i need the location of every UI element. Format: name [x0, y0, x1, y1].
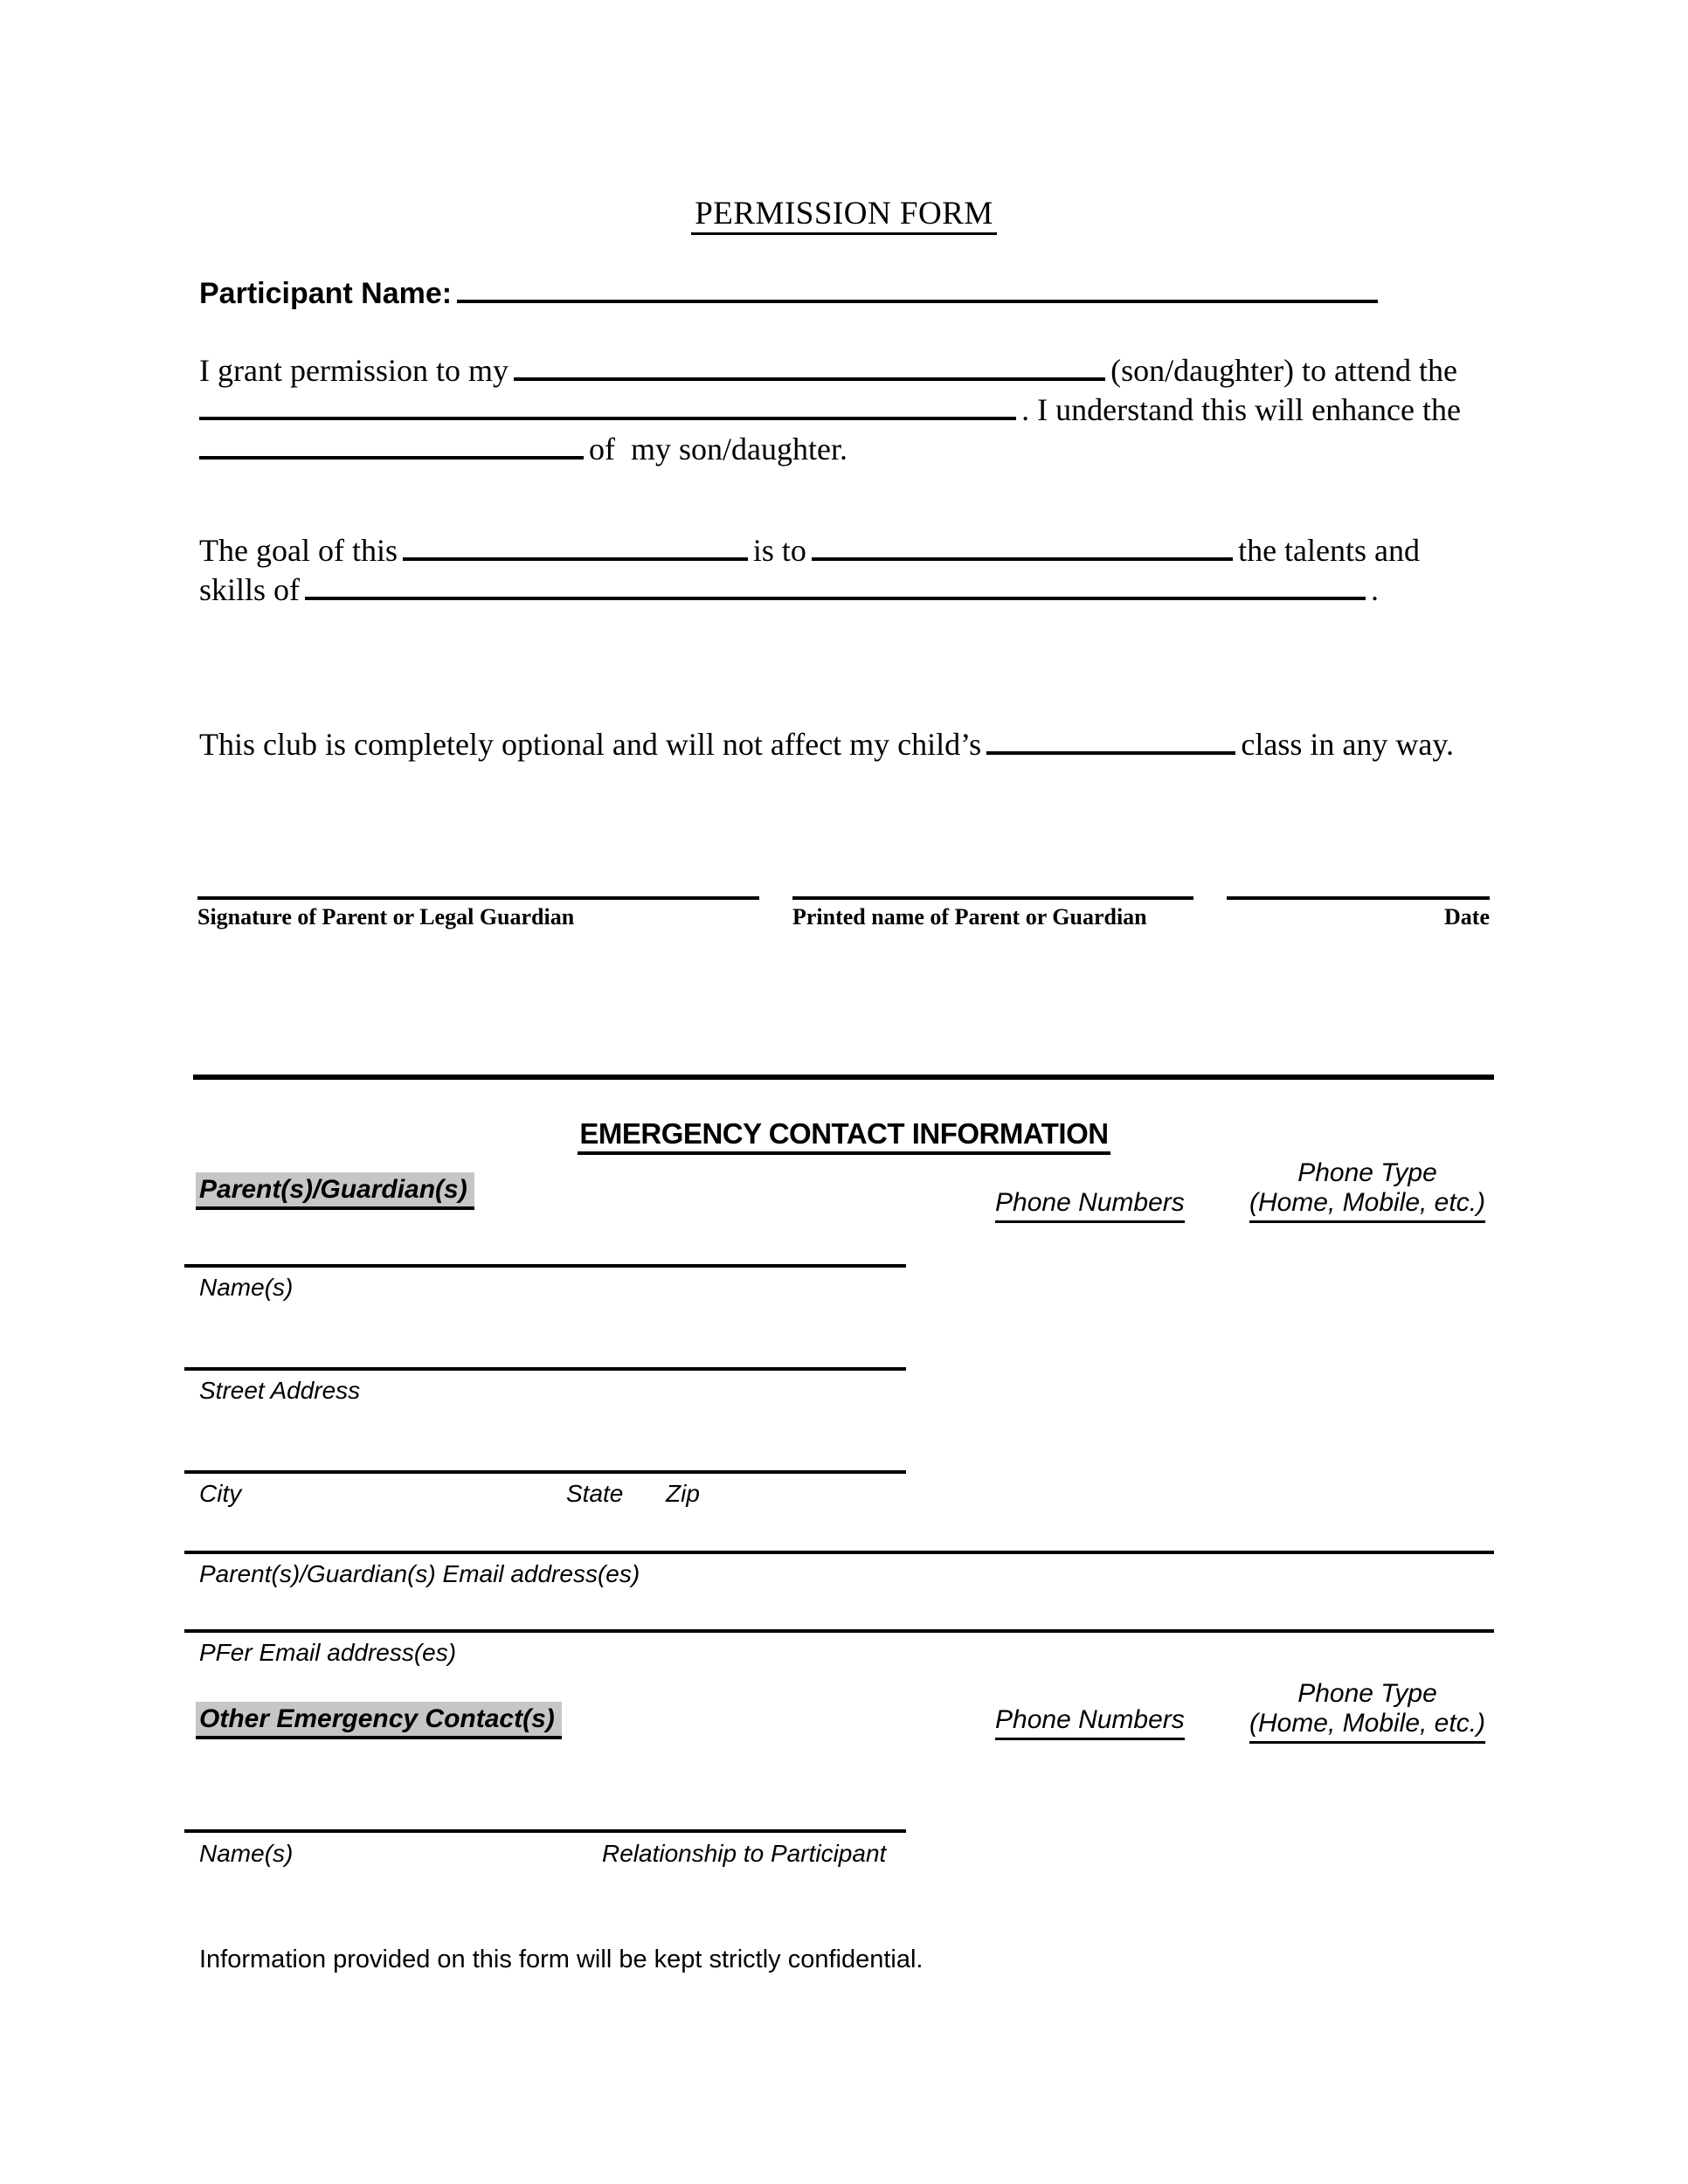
signature-section — [197, 896, 1490, 930]
city-state-zip-field-line — [184, 1470, 906, 1474]
goal-verb-blank — [812, 557, 1233, 561]
optional-club-text-a: This club is completely optional and will not affect my child’s — [199, 727, 982, 762]
date-label: Date — [1444, 904, 1490, 930]
grant-permission-line-3 — [199, 430, 847, 469]
optional-club-text-b: class in any way. — [1241, 727, 1454, 762]
street-label: Street Address — [199, 1377, 361, 1404]
grant-permission-text-b: (son/daughter) to attend the — [1110, 353, 1457, 388]
pfer-email-label: PFer Email address(es) — [199, 1639, 457, 1666]
city-label: City — [199, 1480, 242, 1507]
street-field-line — [184, 1367, 906, 1371]
signature-label: Signature of Parent or Legal Guardian — [197, 904, 575, 930]
goal-text-e: . — [1371, 572, 1379, 607]
phone-numbers-header-text: Phone Numbers — [995, 1188, 1185, 1223]
parents-guardians-header: Parent(s)/Guardian(s) — [196, 1172, 474, 1210]
other-phone-type-header-line2: (Home, Mobile, etc.) — [1249, 1709, 1485, 1744]
goal-text-c: the talents and — [1238, 533, 1420, 568]
phone-type-header-line2: (Home, Mobile, etc.) — [1249, 1188, 1485, 1223]
printed-name-line — [792, 896, 1193, 930]
names-label: Name(s) — [199, 1274, 294, 1301]
other-names-label: Name(s) — [199, 1840, 294, 1867]
names-field-line — [184, 1264, 906, 1268]
grant-permission-line-2 — [199, 390, 1461, 430]
enhance-aspect-blank — [199, 456, 584, 460]
phone-numbers-header — [995, 1188, 1185, 1223]
goal-line-1 — [199, 531, 1420, 570]
relationship-label: Relationship to Participant — [602, 1840, 887, 1867]
date-line — [1227, 896, 1490, 930]
zip-label: Zip — [666, 1480, 700, 1507]
participant-name-label: Participant Name: — [199, 277, 453, 310]
confidentiality-note: Information provided on this form will be kept strictly confidential. — [199, 1946, 924, 1973]
emergency-title: EMERGENCY CONTACT INFORMATION — [578, 1118, 1110, 1155]
grant-permission-text-d: of my son/daughter. — [589, 432, 847, 467]
phone-type-header-line1: Phone Type — [1297, 1158, 1437, 1187]
phone-type-header — [1241, 1158, 1494, 1223]
skills-of-blank — [305, 597, 1366, 600]
pfer-email-field-line — [184, 1629, 1494, 1633]
other-phone-type-header-line1: Phone Type — [1297, 1679, 1437, 1708]
parent-email-label: Parent(s)/Guardian(s) Email address(es) — [199, 1560, 640, 1587]
grant-permission-line-1 — [199, 351, 1457, 390]
emergency-title-wrap — [0, 1118, 1688, 1155]
other-phone-type-header — [1241, 1679, 1494, 1744]
grant-permission-text-c: . I understand this will enhance the — [1021, 392, 1461, 427]
goal-line-2 — [199, 570, 1379, 610]
other-phone-numbers-header — [995, 1705, 1185, 1740]
section-divider — [193, 1075, 1494, 1080]
page-title-wrap — [0, 197, 1688, 235]
other-emergency-contact-header: Other Emergency Contact(s) — [196, 1702, 562, 1739]
grant-permission-text-a: I grant permission to my — [199, 353, 508, 388]
child-name-blank — [514, 377, 1105, 381]
state-label: State — [566, 1480, 624, 1507]
class-name-blank — [986, 751, 1235, 755]
optional-club-line — [199, 725, 1454, 764]
participant-name-row — [199, 274, 1383, 313]
other-names-field-line — [184, 1829, 906, 1833]
page-title: PERMISSION FORM — [691, 197, 997, 235]
goal-text-a: The goal of this — [199, 533, 398, 568]
goal-text-d: skills of — [199, 572, 301, 607]
parent-email-field-line — [184, 1551, 1494, 1554]
other-phone-numbers-header-text: Phone Numbers — [995, 1705, 1185, 1740]
participant-name-blank — [457, 300, 1378, 303]
printed-name-label: Printed name of Parent or Guardian — [792, 904, 1147, 930]
goal-text-b: is to — [752, 533, 806, 568]
activity-name-blank — [199, 417, 1016, 420]
goal-club-blank — [403, 557, 748, 561]
signature-line — [197, 896, 759, 930]
